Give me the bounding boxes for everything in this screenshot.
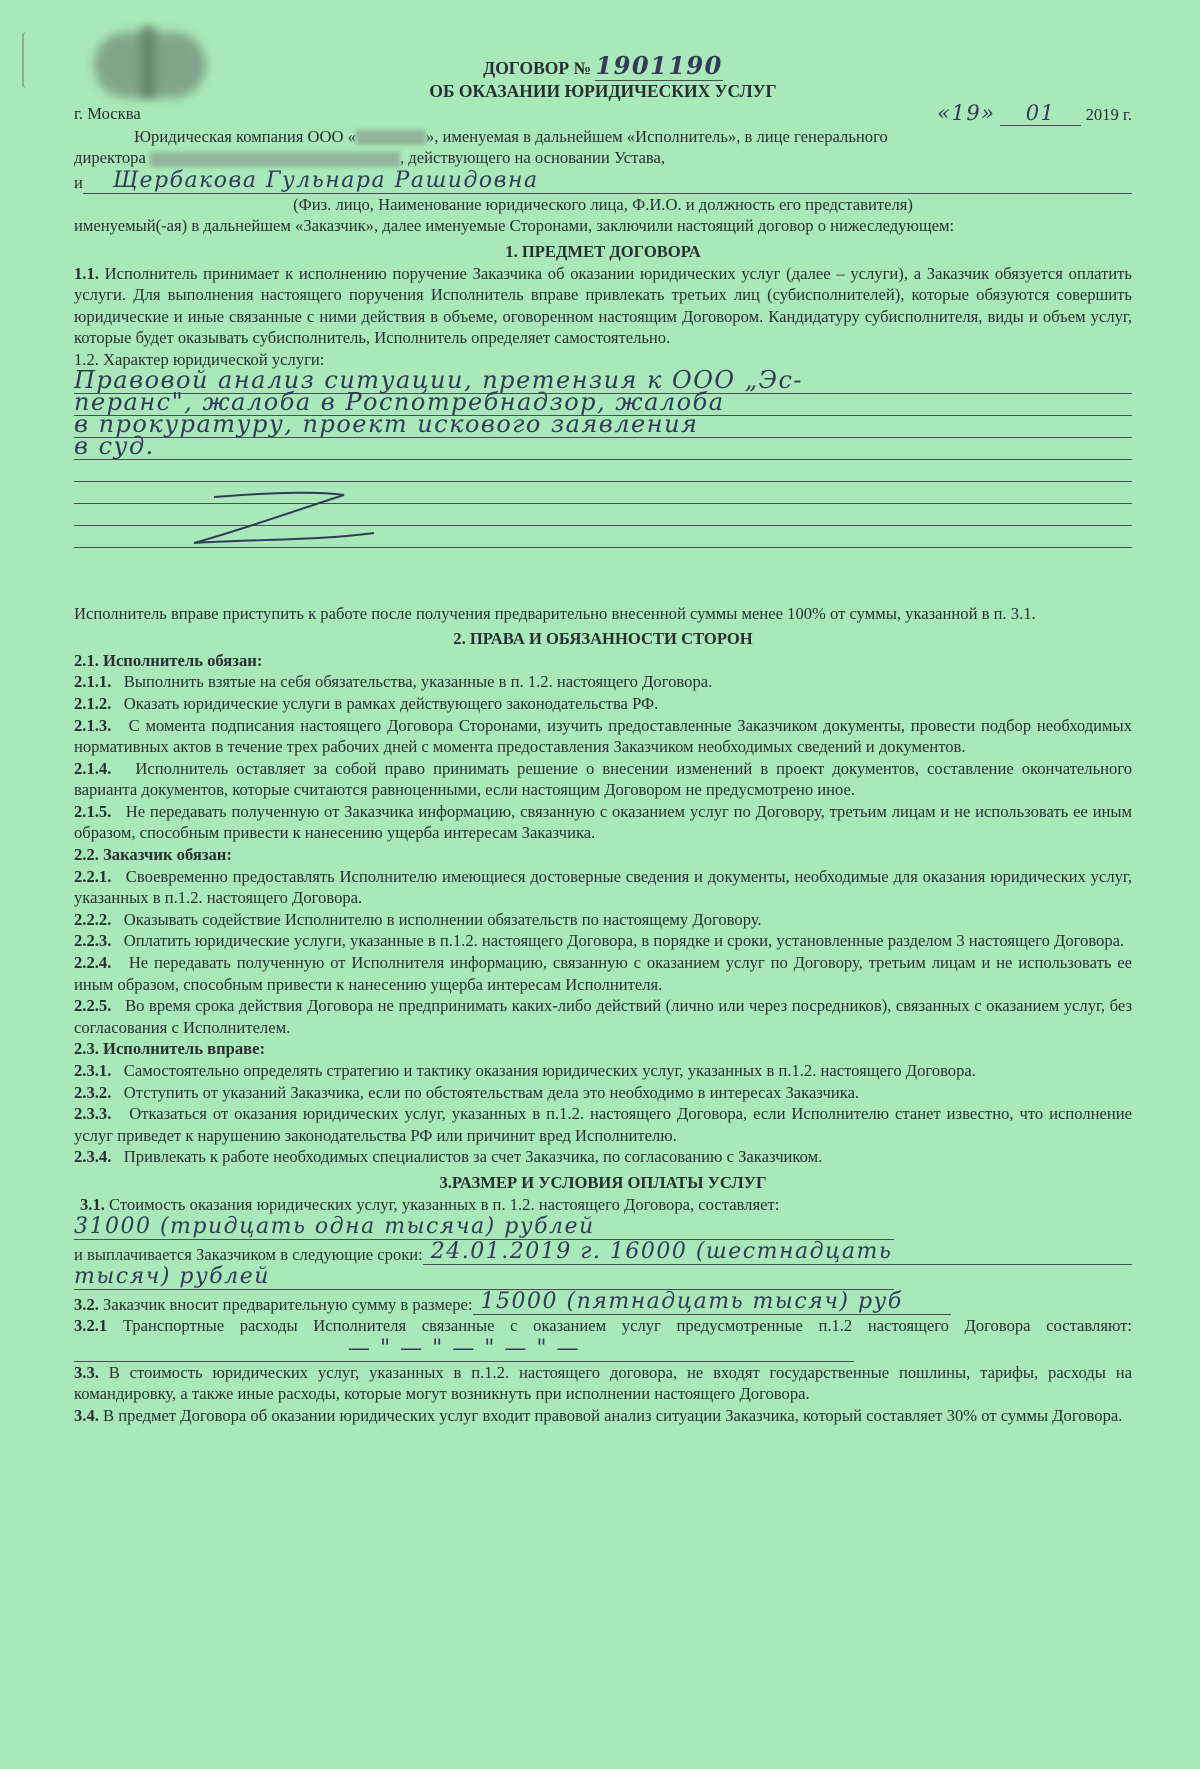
clause-3-2-1-hand: — " — " — " — " —	[74, 1337, 854, 1362]
clause-item: 2.1.4. Исполнитель оставляет за собой право принимать решение о внесении изменений в проект документов, составление окончательного варианта документов, которые считаются равноценными, если настоящим Договором не предусмотрено иное.	[74, 758, 1133, 800]
clause-item: 2.2.3. Оплатить юридические услуги, указанные в п.1.2. настоящего Договора, в порядке и сроки, установленные разделом 3 настоящего Договора.	[74, 931, 1125, 951]
date-year: 2019 г.	[1085, 105, 1132, 124]
clause-3-1-amount-hand: 31000 (тридцать одна тысяча) рублей	[74, 1215, 894, 1240]
contract-number-hand: 1901190	[595, 51, 723, 80]
client-line: и Щербакова Гульнара Рашидовна	[74, 169, 1132, 194]
binder-clip	[22, 32, 32, 88]
clause-item: 2.2.2. Оказывать содействие Исполнителю в исполнении обязательств по настоящему Договору.	[74, 909, 762, 929]
redacted-director	[150, 152, 400, 167]
service-description-lines	[74, 365, 1132, 581]
clause-item: 2.1.3. С момента подписания настоящего Договора Сторонами, изучить предоставленные Заказчиком документы, провести подбор необходимых нормативных актов в течение трех рабочих дней с момента предоставления Заказчиком необходимых сведений и документов.	[74, 715, 1132, 757]
service-hand-line-1: Правовой анализ ситуации, претензия к ООО „Эс-	[74, 365, 804, 394]
clause-2-3-items	[74, 1060, 1132, 1168]
section2-title: 2. ПРАВА И ОБЯЗАННОСТИ СТОРОН	[453, 629, 753, 649]
document-content	[74, 51, 1133, 1427]
service-hand-line-4: в суд.	[74, 431, 155, 460]
clause-item: 2.3.4. Привлекать к работе необходимых специалистов за счет Заказчика, по согласованию с Заказчиком.	[74, 1147, 823, 1167]
clause-3-1-terms: и выплачивается Заказчиком в следующие сроки: 24.01.2019 г. 16000 (шестнадцать	[74, 1240, 1132, 1265]
clause-3-2-amount-hand: 15000 (пятнадцать тысяч) руб	[473, 1290, 951, 1315]
date-day-hand: «19»	[937, 101, 996, 125]
clause-item: 2.2.5. Во время срока действия Договора не предпринимать каких-либо действий (лично или через посредников), связанных с оказанием услуг, без согласования с Исполнителем.	[74, 996, 1132, 1037]
clause-3-1-terms-hand: 24.01.2019 г. 16000 (шестнадцать	[423, 1240, 1132, 1265]
clause-3-1: 3.1. Стоимость оказания юридических услуг, указанных в п. 1.2. настоящего Договора, составляет:	[80, 1194, 780, 1214]
clause-item: 2.1.2. Оказать юридические услуги в рамках действующего законодательства РФ.	[74, 693, 659, 713]
clause-item: 2.3.2. Отступить от указаний Заказчика, если по обстоятельствам дела это необходимо в интересах Заказчика.	[74, 1082, 860, 1102]
z-strike-mark	[174, 489, 394, 549]
contract-title: ДОГОВОР № 1901190	[483, 51, 723, 80]
city: г. Москва	[74, 104, 141, 123]
date-month-hand: 01	[1000, 101, 1082, 126]
clause-1-1: 1.1. Исполнитель принимает к исполнению поручение Заказчика об оказании юридических услуг (далее – услуги), а Заказчик обязуется оплатить услуги. Для выполнения настоящего поручения Исполнитель вправе привлекать третьих лиц (субисполнителей), которые обязуются совершить юридические и иные связанные с ними действия в объеме, оговоренном настоящим Договором. Кандидатуру субисполнителя, виды и объем услуг, которые будет оказывать субисполнитель, Исполнитель определяет самостоятельно.	[74, 263, 1132, 348]
service-hand-line-2: перанс", жалоба в Роспотребнадзор, жалоба	[74, 387, 725, 416]
clause-3-2-1: 3.2.1 Транспортные расходы Исполнителя связанные с оказанием услуг предусмотренные п.1.2 настоящего Договора составляют: — " — " — " — " —	[74, 1316, 1132, 1361]
intro-line-1: Юридическая компания ООО « », именуемая в дальнейшем «Исполнитель», в лице генерального	[134, 126, 888, 146]
clause-1-2-label: 1.2. Характер юридической услуги:	[74, 349, 325, 369]
clause-2-2-heading: 2.2. Заказчик обязан:	[74, 845, 232, 865]
section3-title: 3.РАЗМЕР И УСЛОВИЯ ОПЛАТЫ УСЛУГ	[439, 1172, 767, 1192]
contract-subtitle: ОБ ОКАЗАНИИ ЮРИДИЧЕСКИХ УСЛУГ	[429, 81, 777, 101]
client-name-hand: Щербакова Гульнара Рашидовна	[83, 169, 1132, 194]
clause-1-after: Исполнитель вправе приступить к работе после получения предварительно внесенной суммы менее 100% от суммы, указанной в п. 3.1.	[74, 603, 1036, 623]
redacted-company	[356, 130, 426, 145]
service-hand-line-3: в прокуратуру, проект искового заявления	[74, 409, 699, 438]
contract-date	[937, 103, 1132, 126]
clause-item: 2.1.5. Не передавать полученную от Заказчика информацию, связанную с оказанием услуг по Договору, третьим лицам и не использовать ее иным образом, способным привести к нанесению ущерба интересам Заказчика.	[74, 801, 1132, 843]
client-caption: (Физ. лицо, Наименование юридического лица, Ф.И.О. и должность его представителя)	[293, 194, 913, 214]
clause-3-2: 3.2. Заказчик вносит предварительную сумму в размере: 15000 (пятнадцать тысяч) руб	[74, 1290, 1132, 1315]
clause-item: 2.1.1. Выполнить взятые на себя обязательства, указанные в п. 1.2. настоящего Договора.	[74, 672, 713, 692]
clause-3-4: 3.4. В предмет Договора об оказании юридических услуг входит правовой анализ ситуации Заказчика, который составляет 30% от суммы Договора.	[74, 1405, 1123, 1425]
clause-3-3: 3.3. В стоимость юридических услуг, указанных в п.1.2. настоящего договора, не входят государственные пошлины, тарифы, расходы на командировку, а также иные расходы, которые могут возникнуть при исполнении настоящего Договора.	[74, 1362, 1132, 1404]
clause-item: 2.3.1. Самостоятельно определять стратегию и тактику оказания юридических услуг, указанных в п.1.2. настоящего Договора.	[74, 1061, 976, 1080]
clause-item: 2.2.1. Своевременно предоставлять Исполнителю имеющиеся достоверные сведения и документы, необходимые для оказания юридических услуг, указанных в п.1.2. настоящего Договора.	[74, 866, 1132, 908]
section1-title: 1. ПРЕДМЕТ ДОГОВОРА	[505, 241, 701, 261]
intro-line-4: именуемый(-ая) в дальнейшем «Заказчик», далее именуемые Сторонами, заключили настоящий договор о нижеследующем:	[74, 216, 955, 236]
clause-item: 2.3.3. Отказаться от оказания юридических услуг, указанных в п.1.2. настоящего Договора, если Исполнителю станет известно, что исполнение услуг приведет к нарушению законодательства РФ или причинит вред Исполнителю.	[74, 1104, 1132, 1145]
city-date-row	[74, 103, 1132, 126]
clause-2-1-items	[74, 671, 1132, 844]
intro-line-2: директора , действующего на основании Устава,	[74, 148, 666, 168]
clause-2-3-heading: 2.3. Исполнитель вправе:	[74, 1039, 266, 1059]
clause-item: 2.2.4. Не передавать полученную от Исполнителя информацию, связанную с оказанием услуг по Договору, третьим лицам и не использовать ее иным образом, способным привести к нанесению ущерба интересам Исполнителя.	[74, 953, 1132, 994]
clause-3-1-terms-hand-2: тысяч) рублей	[74, 1265, 894, 1290]
clause-2-2-items	[74, 866, 1132, 1039]
clause-2-1-heading: 2.1. Исполнитель обязан:	[74, 650, 263, 670]
